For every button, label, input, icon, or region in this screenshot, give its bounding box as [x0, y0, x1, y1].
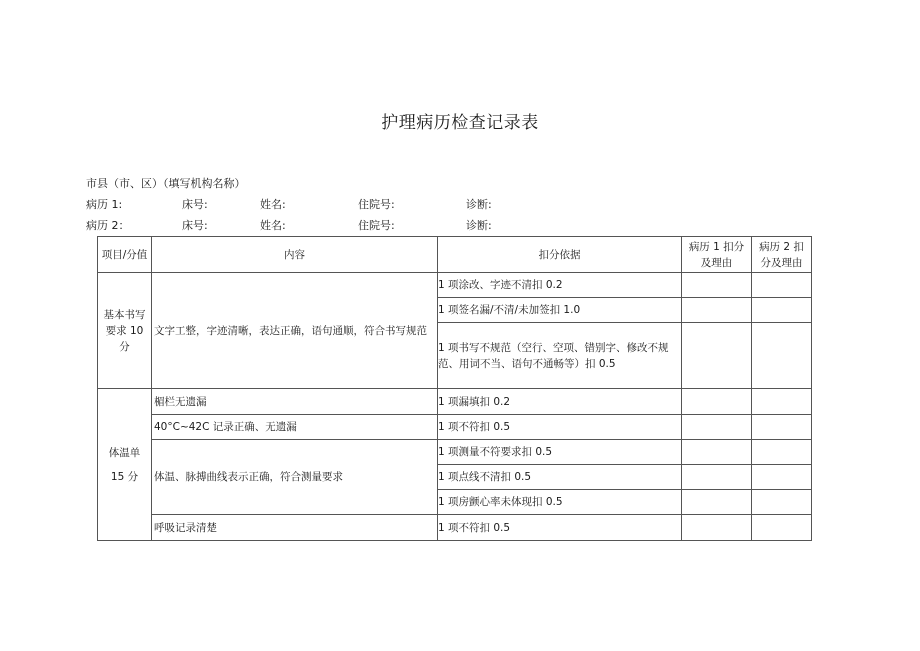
section1-basis-1: 1 项涂改、字迹不清扣 0.2 [438, 273, 682, 298]
section2-item [98, 389, 152, 541]
section1-basis-2: 1 项签名漏/不清/未加签扣 1.0 [438, 298, 682, 323]
section2-item-line2: 15 分 [110, 470, 139, 483]
case2-name-label: 姓名: [260, 219, 286, 232]
header-case1: 病历 1 扣分及理由 [682, 237, 752, 273]
case2-score-cell[interactable] [752, 323, 812, 389]
section2-content-2: 40°C~42C 记录正确、无遗漏 [152, 415, 438, 440]
section1-item: 基本书写要求 10 分 [98, 273, 152, 389]
case1-score-cell[interactable] [682, 415, 752, 440]
case1-score-cell[interactable] [682, 515, 752, 541]
table-row [98, 440, 812, 465]
case2-score-cell[interactable] [752, 298, 812, 323]
case1-score-cell[interactable] [682, 323, 752, 389]
section2-basis-4: 1 项点线不清扣 0.5 [438, 465, 682, 490]
table-row [98, 415, 812, 440]
case1-score-cell[interactable] [682, 465, 752, 490]
case2-score-cell[interactable] [752, 440, 812, 465]
header-item: 项目/分值 [98, 237, 152, 273]
section2-item-line1: 体温单 [108, 446, 141, 459]
section2-basis-1: 1 项漏填扣 0.2 [438, 389, 682, 415]
org-line: 市县（市、区）（填写机构名称） [86, 177, 246, 190]
case2-score-cell[interactable] [752, 515, 812, 541]
case1-score-cell[interactable] [682, 273, 752, 298]
section2-basis-6: 1 项不符扣 0.5 [438, 515, 682, 541]
header-content: 内容 [152, 237, 438, 273]
case2-score-cell[interactable] [752, 415, 812, 440]
section1-content: 文字工整，字迹清晰，表达正确，语句通顺，符合书写规范 [152, 273, 438, 389]
case2-score-cell[interactable] [752, 273, 812, 298]
section2-basis-3: 1 项测量不符要求扣 0.5 [438, 440, 682, 465]
case1-score-cell[interactable] [682, 389, 752, 415]
case2-score-cell[interactable] [752, 389, 812, 415]
header-basis: 扣分依据 [438, 237, 682, 273]
case2-score-cell[interactable] [752, 465, 812, 490]
case1-bed-label: 床号: [182, 198, 208, 211]
section2-basis-2: 1 项不符扣 0.5 [438, 415, 682, 440]
case1-admission-label: 住院号: [358, 198, 395, 211]
case2-bed-label: 床号: [182, 219, 208, 232]
inspection-table [97, 236, 812, 541]
table-row [98, 389, 812, 415]
case2-score-cell[interactable] [752, 490, 812, 515]
table-row [98, 273, 812, 298]
section1-basis-3: 1 项书写不规范（空行、空项、错别字、修改不规范、用词不当、语句不通畅等）扣 0.5 [438, 323, 682, 389]
case2-diagnosis-label: 诊断: [466, 219, 492, 232]
table-header-row [98, 237, 812, 273]
case1-name-label: 姓名: [260, 198, 286, 211]
case1-diagnosis-label: 诊断: [466, 198, 492, 211]
page-title: 护理病历检查记录表 [381, 113, 539, 133]
case2-label: 病历 2： [86, 219, 130, 232]
section2-content-1: 楣栏无遗漏 [152, 389, 438, 415]
header-case2: 病历 2 扣分及理由 [752, 237, 812, 273]
section2-content-3: 体温、脉搏曲线表示正确，符合测量要求 [152, 440, 438, 515]
section2-content-4: 呼吸记录清楚 [152, 515, 438, 541]
case1-score-cell[interactable] [682, 440, 752, 465]
table-row [98, 515, 812, 541]
case2-admission-label: 住院号: [358, 219, 395, 232]
section2-basis-5: 1 项房颤心率未体现扣 0.5 [438, 490, 682, 515]
case1-label: 病历 1: [86, 198, 123, 211]
case1-score-cell[interactable] [682, 298, 752, 323]
case1-score-cell[interactable] [682, 490, 752, 515]
